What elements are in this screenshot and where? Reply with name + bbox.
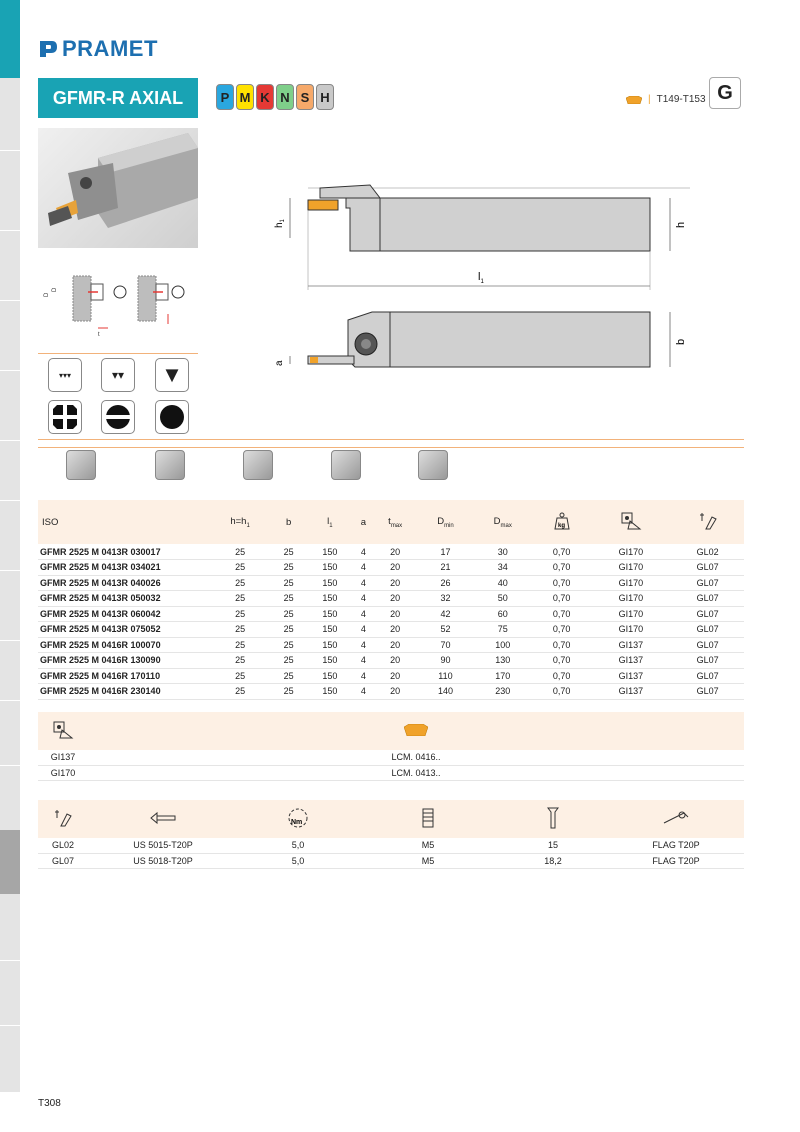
table-cell: 25 (272, 637, 305, 653)
table-cell: 30 (473, 544, 533, 560)
table-cell: 0,70 (533, 653, 591, 669)
side-divider (0, 640, 20, 641)
table-cell: 0,70 (533, 684, 591, 700)
table-cell: 20 (372, 591, 418, 607)
table-cell: GI170 (591, 591, 672, 607)
ref-divider: | (648, 94, 651, 105)
key-icon (662, 811, 690, 825)
table-cell: 52 (418, 622, 473, 638)
table-cell: 0,70 (533, 668, 591, 684)
product-photo (38, 128, 198, 248)
table-cell: 4 (355, 606, 372, 622)
table-cell: 25 (272, 684, 305, 700)
torque-value: 5,0 (238, 838, 358, 853)
table-cell: GL07 (671, 637, 744, 653)
col-spare (671, 500, 744, 544)
product-code: GFMR 2525 M 0416R 130090 (38, 653, 208, 669)
table-cell: 4 (355, 668, 372, 684)
table-row (38, 606, 744, 622)
application-face-turning-icon (331, 450, 361, 480)
table-cell: 0,70 (533, 575, 591, 591)
table-cell: 25 (208, 575, 272, 591)
table-cell: 4 (355, 653, 372, 669)
table-cell: 25 (208, 684, 272, 700)
table-cell: 70 (418, 637, 473, 653)
spare-row (38, 853, 744, 868)
table-cell: 170 (473, 668, 533, 684)
col-h: $h=h_1$ (230, 515, 250, 529)
table-cell: 150 (305, 544, 355, 560)
table-cell: 40 (473, 575, 533, 591)
torque-value: 5,0 (238, 853, 358, 868)
table-row (38, 684, 744, 700)
key-code: FLAG T20P (608, 838, 744, 853)
table-cell: 4 (355, 622, 372, 638)
table-cell: GI137 (591, 668, 672, 684)
cutting-interrupted-icon (48, 400, 82, 434)
table-cell: 25 (208, 544, 272, 560)
table-cell: 25 (208, 668, 272, 684)
table-cell: 25 (208, 606, 272, 622)
schema-dmax-label: D (44, 292, 50, 297)
col-weight (533, 500, 591, 544)
application-profiling-icon (243, 450, 273, 480)
table-cell: 25 (272, 668, 305, 684)
col-b: b (285, 516, 292, 528)
table-cell: 4 (355, 637, 372, 653)
side-index-bar (0, 0, 20, 1092)
col-a: a (360, 516, 367, 528)
insert-shape-icon (404, 724, 428, 736)
iso-group-k: K (256, 84, 274, 110)
table-cell: 150 (305, 575, 355, 591)
table-cell: GL07 (671, 668, 744, 684)
iso-group-s: S (296, 84, 314, 110)
product-code: GFMR 2525 M 0416R 230140 (38, 684, 208, 700)
spare-col-length (498, 800, 608, 838)
finish-medium-icon: ▾▾ (101, 358, 135, 392)
col-dmax: $D_{max}$ (493, 515, 512, 529)
table-cell: GI170 (591, 544, 672, 560)
thread-size: M5 (358, 853, 498, 868)
spare-col-key (608, 800, 744, 838)
col-iso: ISO (42, 516, 59, 528)
table-cell: 4 (355, 591, 372, 607)
table-row (38, 591, 744, 607)
thread-size: M5 (358, 838, 498, 853)
table-cell: 25 (208, 560, 272, 576)
table-cell: 25 (272, 653, 305, 669)
screw-code: US 5015-T20P (88, 838, 238, 853)
divider (38, 439, 744, 440)
insert-designation: LCM. 0416.. (88, 750, 744, 765)
table-row (38, 622, 744, 638)
table-cell: 25 (272, 622, 305, 638)
col-dmin: $D_{min}$ (437, 515, 454, 529)
technical-drawing (260, 180, 700, 400)
product-code: GFMR 2525 M 0413R 050032 (38, 591, 208, 607)
table-row (38, 653, 744, 669)
table-cell: 0,70 (533, 544, 591, 560)
finish-fine-icon: ▾▾▾ (48, 358, 82, 392)
brand-logo (38, 36, 158, 62)
table-cell: 20 (372, 606, 418, 622)
side-divider (0, 765, 20, 766)
spare-parts-icon (53, 808, 73, 828)
insert-holder-id: GI137 (38, 750, 88, 765)
table-header-row (38, 500, 744, 544)
brand-name: PRAMET (62, 36, 158, 61)
table-cell: 4 (355, 575, 372, 591)
table-cell: GL07 (671, 591, 744, 607)
side-divider (0, 960, 20, 961)
spare-col-id (38, 800, 88, 838)
schema-tmax-label: t (98, 332, 100, 338)
table-cell: 4 (355, 544, 372, 560)
divider (38, 447, 744, 448)
finish-rough-icon: ▼ (155, 358, 189, 392)
table-cell: 0,70 (533, 622, 591, 638)
table-cell: GL07 (671, 606, 744, 622)
table-cell: 0,70 (533, 606, 591, 622)
torque-icon (286, 806, 310, 830)
screw-icon (149, 811, 177, 825)
insert-designation: LCM. 0413.. (88, 765, 744, 780)
table-cell: 21 (418, 560, 473, 576)
table-cell: GI170 (591, 560, 672, 576)
table-cell: 60 (473, 606, 533, 622)
schema-dmin-label: D (52, 287, 58, 292)
table-cell: 150 (305, 653, 355, 669)
table-cell: GL07 (671, 653, 744, 669)
col-insert (591, 500, 672, 544)
table-cell: 50 (473, 591, 533, 607)
table-cell: 20 (372, 544, 418, 560)
table-cell: 130 (473, 653, 533, 669)
application-axial-grooving-icon (155, 450, 185, 480)
table-cell: 150 (305, 684, 355, 700)
cutting-light-interrupted-icon (101, 400, 135, 434)
table-cell: 150 (305, 591, 355, 607)
weight-icon (554, 512, 570, 530)
table-cell: 34 (473, 560, 533, 576)
iso-group-h: H (316, 84, 334, 110)
spare-parts-table (38, 800, 744, 869)
table-cell: 20 (372, 637, 418, 653)
application-face-grooving-icon (66, 450, 96, 480)
product-code: GFMR 2525 M 0413R 040026 (38, 575, 208, 591)
table-cell: GI170 (591, 606, 672, 622)
side-divider (0, 230, 20, 231)
product-code: GFMR 2525 M 0413R 030017 (38, 544, 208, 560)
catalog-reference (626, 94, 706, 105)
product-title: GFMR-R AXIAL (38, 78, 198, 118)
screw-length: 18,2 (498, 853, 608, 868)
spare-header-row (38, 800, 744, 838)
table-row (38, 668, 744, 684)
table-cell: 25 (208, 653, 272, 669)
table-cell: 100 (473, 637, 533, 653)
table-cell: GL07 (671, 684, 744, 700)
table-cell: 32 (418, 591, 473, 607)
table-cell: 230 (473, 684, 533, 700)
side-divider (0, 440, 20, 441)
table-cell: 25 (272, 544, 305, 560)
table-cell: 25 (272, 591, 305, 607)
side-index-dark (0, 830, 20, 894)
screw-length: 15 (498, 838, 608, 853)
svg-text:Nm: Nm (291, 819, 303, 826)
section-letter: G (709, 77, 741, 109)
table-cell: 20 (372, 668, 418, 684)
insert-col-holder (38, 712, 88, 750)
side-divider (0, 500, 20, 501)
table-row (38, 637, 744, 653)
insert-holder-id: GI170 (38, 765, 88, 780)
side-divider (0, 370, 20, 371)
table-cell: 140 (418, 684, 473, 700)
table-cell: 42 (418, 606, 473, 622)
table-cell: 25 (272, 606, 305, 622)
svg-text:kg: kg (557, 522, 565, 529)
application-face-undercut-icon (418, 450, 448, 480)
product-code: GFMR 2525 M 0413R 075052 (38, 622, 208, 638)
dim-h-label: h (675, 221, 687, 228)
table-cell: 150 (305, 668, 355, 684)
cutting-continuous-icon (155, 400, 189, 434)
table-cell: 4 (355, 684, 372, 700)
insert-row (38, 765, 744, 780)
product-code: GFMR 2525 M 0413R 034021 (38, 560, 208, 576)
col-l1: $l_1$ (327, 515, 333, 529)
spare-col-thread (358, 800, 498, 838)
table-cell: 25 (272, 560, 305, 576)
table-cell: GI137 (591, 684, 672, 700)
product-code: GFMR 2525 M 0413R 060042 (38, 606, 208, 622)
side-divider (0, 150, 20, 151)
table-cell: 0,70 (533, 637, 591, 653)
table-cell: 25 (208, 591, 272, 607)
table-cell: 0,70 (533, 560, 591, 576)
table-cell: 20 (372, 684, 418, 700)
insert-table (38, 712, 744, 781)
table-cell: GL07 (671, 622, 744, 638)
spare-parts-icon (698, 511, 718, 531)
tool-holder-image (38, 128, 198, 248)
table-cell: 90 (418, 653, 473, 669)
table-cell: GL07 (671, 575, 744, 591)
side-divider (0, 300, 20, 301)
iso-group-p: P (216, 84, 234, 110)
insert-col-insert (88, 712, 744, 750)
screw-length-icon (546, 806, 560, 830)
col-tmax: $t_{max}$ (388, 515, 403, 529)
table-cell: 25 (208, 637, 272, 653)
dim-a-label: a (274, 360, 285, 366)
spare-set-id: GL02 (38, 838, 88, 853)
table-cell: 20 (372, 575, 418, 591)
thread-icon (421, 807, 435, 829)
dim-h1-label: $h_1$ (274, 219, 286, 228)
product-table (38, 500, 744, 700)
table-row (38, 560, 744, 576)
side-divider (0, 570, 20, 571)
table-row (38, 544, 744, 560)
table-cell: 150 (305, 637, 355, 653)
product-code: GFMR 2525 M 0416R 170110 (38, 668, 208, 684)
table-cell: 25 (208, 622, 272, 638)
divider (38, 353, 198, 354)
table-cell: GI137 (591, 653, 672, 669)
table-cell: GL02 (671, 544, 744, 560)
spare-set-id: GL07 (38, 853, 88, 868)
table-cell: GI170 (591, 622, 672, 638)
spare-col-torque (238, 800, 358, 838)
table-cell: 20 (372, 653, 418, 669)
table-cell: 150 (305, 622, 355, 638)
machining-schema (38, 262, 198, 342)
side-divider (0, 700, 20, 701)
spare-row (38, 838, 744, 853)
page-number: T308 (38, 1098, 61, 1109)
table-cell: 4 (355, 560, 372, 576)
table-cell: 75 (473, 622, 533, 638)
table-cell: 110 (418, 668, 473, 684)
table-cell: 17 (418, 544, 473, 560)
table-cell: 20 (372, 560, 418, 576)
spare-col-screw (88, 800, 238, 838)
insert-shape-icon (626, 96, 642, 104)
iso-group-n: N (276, 84, 294, 110)
side-index-active (0, 0, 20, 78)
table-cell: GI170 (591, 575, 672, 591)
table-cell: 150 (305, 560, 355, 576)
table-cell: 20 (372, 622, 418, 638)
table-cell: 25 (272, 575, 305, 591)
iso-material-groups (216, 84, 334, 110)
insert-holder-icon (620, 511, 642, 531)
key-code: FLAG T20P (608, 853, 744, 868)
table-cell: 26 (418, 575, 473, 591)
screw-code: US 5018-T20P (88, 853, 238, 868)
side-divider (0, 1025, 20, 1026)
iso-group-m: M (236, 84, 254, 110)
table-cell: GI137 (591, 637, 672, 653)
logo-mark-icon (38, 39, 58, 59)
product-code: GFMR 2525 M 0416R 100070 (38, 637, 208, 653)
insert-row (38, 750, 744, 765)
table-row (38, 575, 744, 591)
insert-holder-icon (52, 720, 74, 740)
dim-b-label: b (675, 338, 687, 345)
catalog-ref-text: T149-T153 (656, 94, 706, 105)
insert-header-row (38, 712, 744, 750)
table-cell: 0,70 (533, 591, 591, 607)
dim-l1-label: $l_1$ (478, 271, 484, 285)
table-cell: GL07 (671, 560, 744, 576)
table-cell: 150 (305, 606, 355, 622)
